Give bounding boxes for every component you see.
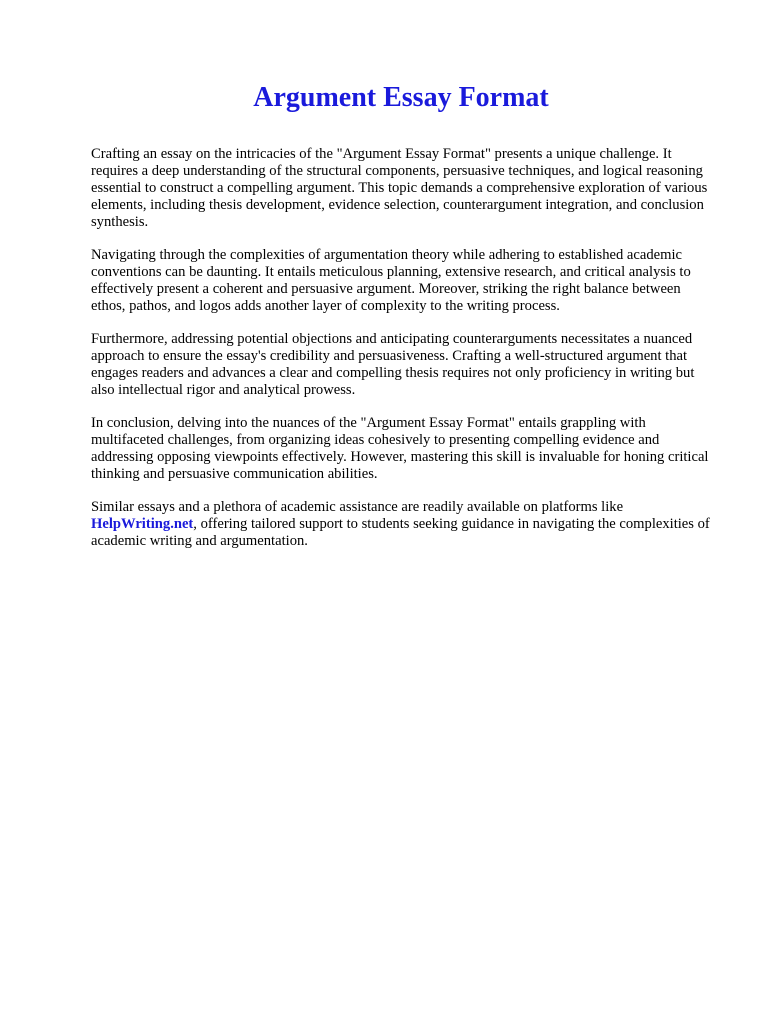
paragraph-objections: Furthermore, addressing potential objections and anticipating counterarguments necessitates a nuanced approach to ensure the essay's credibility and persuasiveness. Crafting a well-structured argument that engages readers and advances a clear and compelling thesis requires not only proficiency in writing but also intellectual rigor and analytical prowess.: [91, 331, 695, 398]
paragraph-complexities: Navigating through the complexities of argumentation theory while adhering to established academic conventions can be daunting. It entails meticulous planning, extensive research, and critical analysis to effectively present a coherent and persuasive argument. Moreover, striking the right balance between ethos, pathos, and logos adds another layer of complexity to the writing process.: [91, 247, 691, 314]
paragraph-closing: [91, 499, 711, 550]
helpwriting-link[interactable]: HelpWriting.net: [91, 516, 194, 532]
page-title: Argument Essay Format: [253, 82, 549, 113]
document-page: [91, 78, 711, 566]
paragraph-intro: Crafting an essay on the intricacies of the "Argument Essay Format" presents a unique challenge. It requires a deep understanding of the structural components, persuasive techniques, and logical reasoning essential to construct a compelling argument. This topic demands a comprehensive exploration of various elements, including thesis development, evidence selection, counterargument integration, and conclusion synthesis.: [91, 146, 708, 230]
closing-text-before-link: Similar essays and a plethora of academic assistance are readily available on platforms like: [91, 499, 624, 515]
closing-text-after-link: , offering tailored support to students seeking guidance in navigating the complexities of academic writing and argumentation.: [91, 516, 710, 549]
paragraph-conclusion: In conclusion, delving into the nuances of the "Argument Essay Format" entails grappling with multifaceted challenges, from organizing ideas cohesively to presenting compelling evidence and addressing opposing viewpoints effectively. However, mastering this skill is invaluable for honing critical thinking and persuasive communication abilities.: [91, 415, 709, 482]
